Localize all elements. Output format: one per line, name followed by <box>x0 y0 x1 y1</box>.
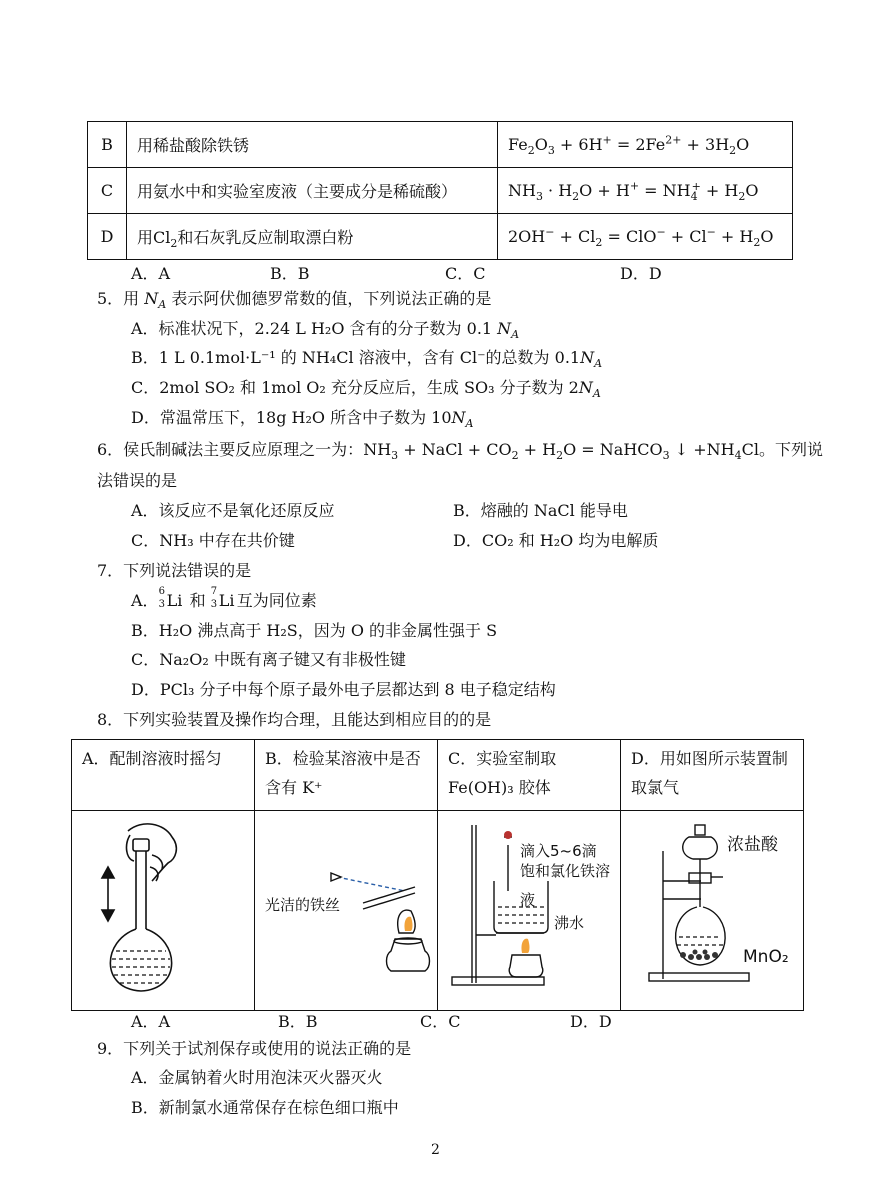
row-letter: C <box>88 168 127 214</box>
na-sub: A <box>158 298 167 312</box>
na-symbol: N <box>580 348 595 367</box>
option-d[interactable]: D．D <box>570 1012 612 1031</box>
page-number: 2 <box>431 1142 440 1158</box>
header-b: B．检验某溶液中是否含有 K⁺ <box>255 740 438 811</box>
apparatus-d <box>621 811 804 1011</box>
q7-option-d[interactable]: D．PCl₃ 分子中每个原子最外电子层都达到 8 电子稳定结构 <box>131 680 556 699</box>
q6-equation: $NH_3$ + NaCl + $CO_2 + H_2O$ = NaHCO$_3$ ↓ $+NH_4Cl$ <box>363 440 759 463</box>
mno2-label: MnO₂ <box>743 947 789 967</box>
q5-c-text: C．2mol SO₂ 和 1mol O₂ 充分反应后，生成 SO₃ 分子数为 2 <box>131 378 579 397</box>
option-b[interactable]: B．B <box>270 264 310 283</box>
q7-a-prefix: A． <box>131 591 159 610</box>
q6-stem-prefix: 6．侯氏制碱法主要反应原理之一为： <box>97 440 364 459</box>
table-row <box>88 122 793 168</box>
isotope-li6: 6 3 Li <box>158 586 183 610</box>
na-symbol: N <box>578 378 593 397</box>
fecl3-label: 饱和氯化铁溶液 <box>520 862 611 909</box>
table-row <box>72 811 804 1011</box>
q6-stem-line2: 法错误的是 <box>97 471 178 490</box>
apparatus-table <box>71 739 804 1011</box>
q7-option-b[interactable]: B．H₂O 沸点高于 H₂S，因为 O 的非金属性强于 S <box>131 621 498 640</box>
row-equation: $Fe_2O_3 + 6H^+ = 2Fe^{2+} + 3H_2O$ <box>498 122 793 168</box>
q6-option-d[interactable]: D．CO₂ 和 H₂O 均为电解质 <box>453 531 659 550</box>
desc-suffix: 和石灰乳反应制取漂白粉 <box>177 228 354 247</box>
option-c[interactable]: C．C <box>420 1012 461 1031</box>
na-sub: A <box>511 328 520 342</box>
apparatus-c <box>438 811 621 1011</box>
option-c[interactable]: C．C <box>445 264 486 283</box>
row-desc: 用稀盐酸除铁锈 <box>127 122 498 168</box>
q7-option-c[interactable]: C．Na₂O₂ 中既有离子键又有非极性键 <box>131 650 406 669</box>
dropping-label: 滴入5~6滴 <box>520 842 597 860</box>
q5-a-text: A．标准状况下，2.24 L H₂O 含有的分子数为 0.1 <box>131 319 498 338</box>
q6-stem-suffix: 。下列说 <box>758 440 823 459</box>
table-row <box>88 214 793 260</box>
conc-hcl-label: 浓盐酸 <box>727 835 778 855</box>
q6-option-a[interactable]: A．该反应不是氧化还原反应 <box>131 501 335 520</box>
na-sub: A <box>592 387 601 401</box>
option-a[interactable]: A．A <box>131 1012 171 1031</box>
volumetric-flask-icon <box>72 811 202 1001</box>
apparatus-b <box>255 811 438 1011</box>
iron-wire-label: 光洁的铁丝 <box>265 896 341 914</box>
q7-a-mid: 和 <box>184 591 211 610</box>
row-letter: B <box>88 122 127 168</box>
q8-stem: 8．下列实验装置及操作均合理，且能达到相应目的的是 <box>97 710 492 729</box>
table-row <box>88 168 793 214</box>
q5-b-text: B．1 L 0.1mol·L⁻¹ 的 NH₄Cl 溶液中，含有 Cl⁻的总数为 0.1 <box>131 348 581 367</box>
q5-option-c[interactable] <box>131 378 601 401</box>
row-equation: $2OH^- + Cl_2 = ClO^- + Cl^- + H_2O$ <box>498 214 793 260</box>
header-c: C．实验室制取 Fe(OH)₃ 胶体 <box>438 740 621 811</box>
q9-option-b[interactable]: B．新制氯水通常保存在棕色细口瓶中 <box>131 1098 399 1117</box>
q6-option-b[interactable]: B．熔融的 NaCl 能导电 <box>453 501 628 520</box>
q5-stem-suffix: 表示阿伏伽德罗常数的值，下列说法正确的是 <box>166 289 492 308</box>
row-desc: 用$Cl_2$和石灰乳反应制取漂白粉 <box>127 214 498 260</box>
q6-stem <box>97 440 823 463</box>
q5-option-b[interactable] <box>131 348 603 371</box>
na-symbol: N <box>451 408 466 427</box>
na-sub: A <box>465 417 474 431</box>
desc-prefix: 用 <box>137 228 154 247</box>
header-d: D．用如图所示装置制取氯气 <box>621 740 804 811</box>
chlorine-generator-icon <box>621 811 817 1001</box>
row-equation: $NH_3 \cdot H_2O + H^+ = NH_4^+ + H_2O$ <box>498 168 793 214</box>
row-desc: 用氨水中和实验室废液（主要成分是稀硫酸） <box>127 168 498 214</box>
q5-stem-prefix: 5．用 <box>97 289 145 308</box>
q5-d-text: D．常温常压下，18g H₂O 所含中子数为 10 <box>131 408 452 427</box>
q5-option-a[interactable] <box>131 319 520 342</box>
q7-stem: 7．下列说法错误的是 <box>97 561 252 580</box>
table-row <box>72 740 804 811</box>
reaction-table <box>87 121 793 260</box>
option-a[interactable]: A．A <box>131 264 171 283</box>
header-a: A．配制溶液时摇匀 <box>72 740 255 811</box>
q7-a-suffix: 互为同位素 <box>236 591 317 610</box>
apparatus-a <box>72 811 255 1011</box>
q5-option-d[interactable] <box>131 408 474 431</box>
option-b[interactable]: B．B <box>278 1012 318 1031</box>
q9-option-a[interactable]: A．金属钠着火时用泡沫灭火器灭火 <box>131 1068 383 1087</box>
q9-stem: 9．下列关于试剂保存或使用的说法正确的是 <box>97 1039 412 1058</box>
boiling-water-label: 沸水 <box>554 914 585 932</box>
row-letter: D <box>88 214 127 260</box>
na-sub: A <box>594 357 603 371</box>
q6-option-c[interactable]: C．NH₃ 中存在共价键 <box>131 531 295 550</box>
q7-option-a[interactable] <box>131 586 317 611</box>
option-d[interactable]: D．D <box>620 264 662 283</box>
q5-stem <box>97 289 492 312</box>
na-symbol: N <box>497 319 512 338</box>
na-symbol: N <box>144 289 159 308</box>
isotope-li7: 7 3 Li <box>210 586 235 610</box>
